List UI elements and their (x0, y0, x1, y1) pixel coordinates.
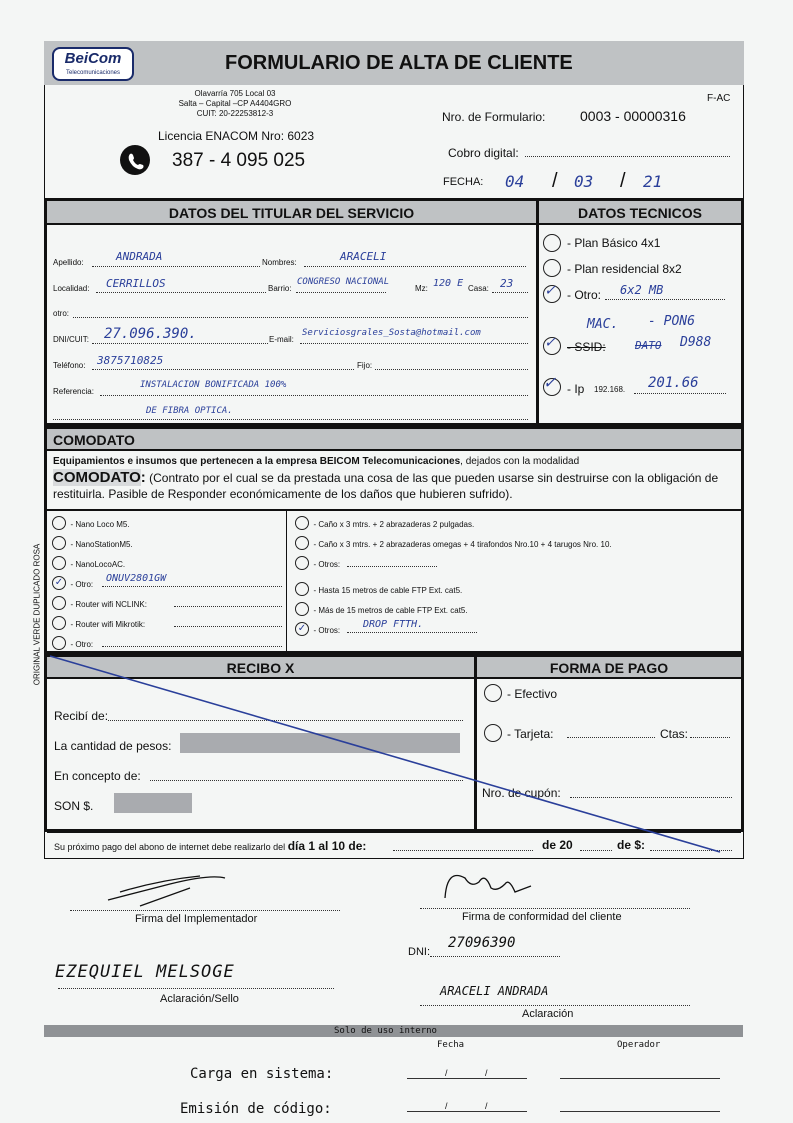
option-label: - Caño x 3 mtrs. + 2 abrazaderas omegas + 4 tirafondos Nro.10 + 4 tarugos Nro. 10. (313, 540, 612, 549)
ip-value: 201.66 (648, 375, 699, 391)
carga-slash-1: / (445, 1068, 448, 1078)
option-label: - Otro: (70, 580, 94, 589)
mac-value: - PON6 (648, 314, 695, 329)
mz-label: Mz: (415, 284, 428, 293)
fecha-sep-1: / (552, 170, 558, 192)
implementador-signature (100, 862, 240, 912)
option-label: - Caño x 3 mtrs. + 2 abrazaderas 2 pulgadas. (313, 520, 475, 529)
dni-value: 27.096.390. (104, 326, 197, 342)
comodato-word: COMODATO (53, 469, 141, 486)
carga-slash-2: / (485, 1068, 488, 1078)
ip-check-icon: ✓ (544, 372, 555, 393)
implementador-label: Firma del Implementador (135, 913, 258, 925)
referencia-label: Referencia: (53, 387, 94, 396)
ip-prefix: 192.168. (594, 385, 626, 394)
son-label: SON $. (54, 799, 94, 813)
plan-otro-value: 6x2 MB (620, 283, 664, 297)
barrio-value: CONGRESO NACIONAL (297, 277, 390, 287)
fecha-sep-2: / (620, 170, 626, 192)
interno-title: Solo de uso interno (334, 1026, 437, 1036)
interno-operador-header: Operador (617, 1040, 661, 1050)
option-label: - Otros: (313, 560, 341, 569)
form-number-label: Nro. de Formulario: (442, 110, 546, 124)
carga-fecha-field[interactable] (407, 1078, 527, 1079)
plan-otro-label: - Otro: (567, 288, 602, 302)
ssid-value: D988 (680, 335, 712, 350)
referencia-value-1: INSTALACION BONIFICADA 100% (140, 380, 287, 390)
dni-label: DNI/CUIT: (53, 335, 89, 344)
localidad-label: Localidad: (53, 284, 90, 293)
fecha-day[interactable]: 04 (505, 172, 525, 191)
address-line-2: Salta – Capital –CP A4404GRO (178, 99, 292, 108)
aclaracion-line[interactable] (420, 1005, 690, 1006)
dias-label: día 1 al 10 de: (287, 839, 367, 853)
fijo-label: Fijo: (357, 361, 373, 370)
apellido-value: ANDRADA (116, 250, 163, 263)
email-label: E-mail: (269, 335, 294, 344)
firma-dni-label: DNI: (408, 946, 430, 958)
option-label: - Hasta 15 metros de cable FTP Ext. cat5. (313, 586, 463, 595)
recibi-label: Recibí de: (54, 709, 109, 723)
cliente-signature-line[interactable] (420, 908, 690, 909)
telefono-value: 3875710825 (97, 354, 164, 367)
aclaracion-handwriting: ARACELI ANDRADA (440, 984, 549, 998)
email-value: Serviciosgrales_Sosta@hotmail.com (302, 328, 481, 338)
tarjeta-label: - Tarjeta: (507, 727, 554, 741)
firma-dni-value: 27096390 (448, 935, 516, 951)
pago-title: FORMA DE PAGO (477, 657, 741, 679)
carga-label: Carga en sistema: (190, 1066, 334, 1082)
barrio-label: Barrio: (268, 284, 292, 293)
plan-otro-check-icon: ✓ (545, 280, 555, 299)
option-label: - Router wifi NCLINK: (70, 600, 147, 609)
copy-color-note: ORIGINAL VERDE DUPLICADO ROSA (32, 543, 42, 686)
nombres-label: Nombres: (262, 258, 297, 267)
cobro-digital-label: Cobro digital: (448, 146, 519, 160)
otro-label: otro: (53, 309, 70, 318)
company-cuit: CUIT: 20-22253812-3 (196, 109, 274, 118)
ip-label: - Ip (567, 382, 585, 396)
apellido-label: Apellido: (53, 258, 84, 267)
localidad-value: CERRILLOS (106, 277, 166, 290)
form-number: 0003 - 00000316 (580, 108, 686, 124)
option-label: - Nano Loco M5. (70, 520, 130, 529)
left-otro-value: ONUV2801GW (106, 573, 167, 584)
page-title: FORMULARIO DE ALTA DE CLIENTE (225, 52, 573, 74)
concepto-label: En concepto de: (54, 769, 141, 783)
comodato-colon: : (140, 469, 146, 486)
fecha-month[interactable]: 03 (574, 172, 594, 191)
firma-dni-field[interactable] (430, 956, 560, 957)
sello-line[interactable] (58, 988, 334, 989)
carga-operador-field[interactable] (560, 1078, 720, 1079)
option-label: - Otros: (313, 626, 341, 635)
fecha-label: FECHA: (443, 176, 484, 188)
comodato-intro-bold: Equipamientos e insumos que pertenecen a la empresa BEICOM Telecomunicaciones (53, 456, 461, 467)
proximo-label: Su próximo pago del abono de internet debe realizarlo del (54, 842, 286, 852)
plan-basico-label: - Plan Básico 4x1 (567, 236, 661, 250)
emision-operador-field[interactable] (560, 1111, 720, 1112)
plan-residencial-label: - Plan residencial 8x2 (567, 262, 682, 276)
casa-label: Casa: (468, 284, 489, 293)
option-label: - Otro: (70, 640, 94, 649)
sello-handwriting: EZEQUIEL MELSOGE (55, 962, 235, 982)
option-radio[interactable]: ✓ (52, 576, 66, 590)
interno-fecha-header: Fecha (437, 1040, 465, 1050)
ctas-label: Ctas: (660, 727, 689, 741)
comodato-intro-rest: , dejados con la modalidad (460, 456, 580, 467)
cliente-signature (435, 858, 545, 908)
logo-brand: BeiCom (64, 50, 122, 67)
mac-label: MAC. (587, 317, 619, 332)
efectivo-label: - Efectivo (507, 687, 558, 701)
conformidad-label: Firma de conformidad del cliente (462, 911, 622, 923)
referencia-value-2: DE FIBRA OPTICA. (146, 406, 233, 416)
mz-value: 120 E (433, 278, 464, 289)
option-radio[interactable]: ✓ (295, 622, 309, 636)
cantidad-label: La cantidad de pesos: (54, 739, 172, 753)
address-line-1: Olavarría 705 Local 03 (194, 89, 276, 98)
nombres-value: ARACELI (340, 250, 387, 263)
recibo-title: RECIBO X (47, 657, 474, 679)
tecnicos-title: DATOS TECNICOS (539, 201, 741, 225)
de20-label: de 20 (542, 838, 573, 852)
emision-slash-2: / (485, 1101, 488, 1111)
emision-slash-1: / (445, 1101, 448, 1111)
option-label: - Más de 15 metros de cable FTP Ext. cat5. (313, 606, 468, 615)
form-code: F-AC (707, 93, 731, 104)
company-phone: 387 - 4 095 025 (172, 150, 306, 171)
dps-label: de $: (617, 838, 646, 852)
emision-fecha-field[interactable] (407, 1111, 527, 1112)
fecha-year[interactable]: 21 (643, 172, 663, 191)
option-label: - Router wifi Mikrotik: (70, 620, 146, 629)
right-otro-value: DROP FTTH. (363, 619, 424, 630)
dato-strike: DATO (635, 339, 662, 352)
implementador-signature-line[interactable] (70, 910, 340, 911)
ssid-check-icon: ✓ (545, 332, 555, 351)
option-label: - NanoStationM5. (70, 540, 133, 549)
titular-title: DATOS DEL TITULAR DEL SERVICIO (47, 201, 536, 225)
comodato-description: (Contrato por el cual se da prestada una cosa de las que pueden usarse sin destruirse con la obligación de restituirla. Pasible de Responder económicamente de los daños que hubieren sufrido). (53, 471, 719, 501)
cupon-label: Nro. de cupón: (482, 786, 561, 800)
license-text: Licencia ENACOM Nro: 6023 (158, 129, 315, 143)
option-label: - NanoLocoAC. (70, 560, 126, 569)
casa-value: 23 (500, 277, 514, 290)
aclaracion-sello-label: Aclaración/Sello (160, 993, 239, 1005)
ssid-label: - SSID: (567, 340, 606, 354)
comodato-title: COMODATO (53, 432, 135, 448)
logo-subtitle: Telecomunicaciones (65, 70, 121, 76)
emision-label: Emisión de código: (180, 1101, 332, 1117)
telefono-label: Teléfono: (53, 361, 86, 370)
aclaracion-label: Aclaración (522, 1008, 574, 1020)
